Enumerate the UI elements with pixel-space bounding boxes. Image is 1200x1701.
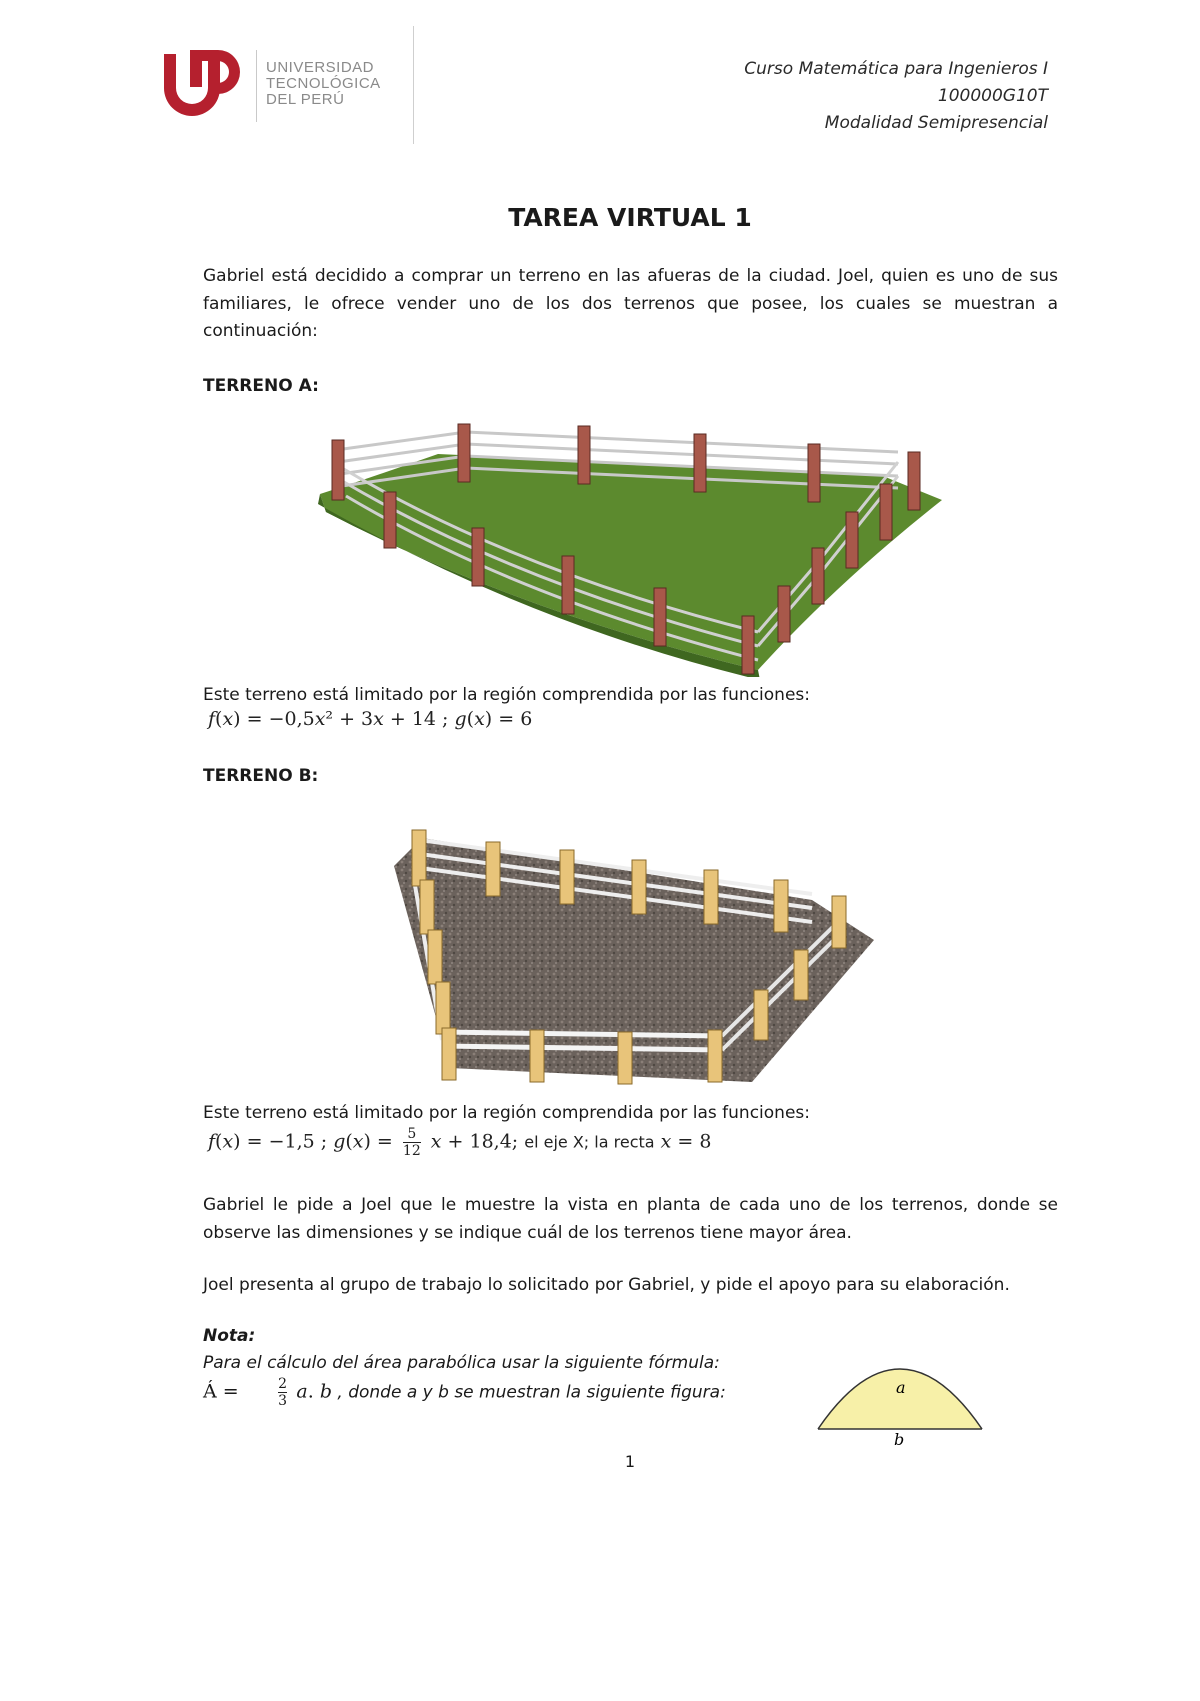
note-frac-num: 2 <box>278 1376 288 1392</box>
note-title: Nota: <box>203 1326 256 1346</box>
terreno-b-label: TERRENO B: <box>203 766 319 786</box>
course-info <box>744 56 1048 137</box>
note-line-1: Para el cálculo del área parabólica usar la siguiente fórmula: <box>203 1353 720 1373</box>
terreno-a-formula: 𝑓(𝑥) = −0,5𝑥² + 3𝑥 + 14 ; 𝑔(𝑥) = 6 <box>208 708 533 730</box>
note-line-2: , donde a y b se muestran la siguiente figura: <box>337 1382 726 1403</box>
terreno-b-frac-num: 5 <box>403 1126 421 1143</box>
parabola-label-a: a <box>896 1378 906 1397</box>
note-formula <box>203 1376 726 1409</box>
terreno-b-frac-den: 12 <box>402 1143 421 1159</box>
university-name: UNIVERSIDAD TECNOLÓGICA DEL PERÚ <box>266 59 381 108</box>
terreno-b-fraction <box>403 1126 421 1159</box>
request-paragraph: Gabriel le pide a Joel que le muestre la vista en planta de cada uno de los terrenos, donde se observe las dimensiones y se indique cuál de los terrenos tiene mayor área. <box>203 1195 1058 1243</box>
terreno-b-illustration <box>392 820 882 1092</box>
note-fraction <box>278 1376 287 1409</box>
page-number: 1 <box>624 1452 636 1471</box>
course-code: 100000G10T <box>937 86 1048 106</box>
parabola-figure <box>810 1345 990 1445</box>
parabola-label-b: b <box>894 1430 905 1445</box>
header-separator <box>413 26 414 144</box>
terreno-b-formula <box>208 1126 711 1159</box>
terreno-b-formula-left: 𝑓(𝑥) = −1,5 ; 𝑔(𝑥) = <box>208 1130 393 1153</box>
terreno-b-formula-tail: el eje X; la recta <box>524 1132 655 1152</box>
terreno-a-label: TERRENO A: <box>203 376 319 396</box>
terreno-b-formula-end: 𝑥 = 8 <box>660 1130 712 1153</box>
logo-separator <box>256 50 257 122</box>
course-name: Curso Matemática para Ingenieros I <box>744 59 1048 79</box>
intro-paragraph: Gabriel está decidido a comprar un terreno en las afueras de la ciudad. Joel, quien es uno de sus familiares, le ofrece vender uno de los dos terrenos que posee, los cuales se muestran a continuación: <box>203 266 1058 341</box>
note-formula-ab: 𝑎. 𝑏 <box>296 1380 332 1403</box>
utp-logo-icon <box>160 46 250 122</box>
support-paragraph: Joel presenta al grupo de trabajo lo solicitado por Gabriel, y pide el apoyo para su elaboración. <box>203 1275 1010 1295</box>
course-modality: Modalidad Semipresencial <box>824 113 1048 133</box>
page-title: TAREA VIRTUAL 1 <box>508 203 752 232</box>
note-formula-prefix: Á = <box>203 1380 239 1403</box>
terreno-b-formula-right: 𝑥 + 18,4; <box>430 1130 519 1153</box>
terreno-b-caption: Este terreno está limitado por la región comprendida por las funciones: <box>203 1103 810 1123</box>
terreno-a-illustration <box>318 412 958 677</box>
note-frac-den: 3 <box>278 1393 288 1409</box>
terreno-a-caption: Este terreno está limitado por la región comprendida por las funciones: <box>203 685 810 705</box>
